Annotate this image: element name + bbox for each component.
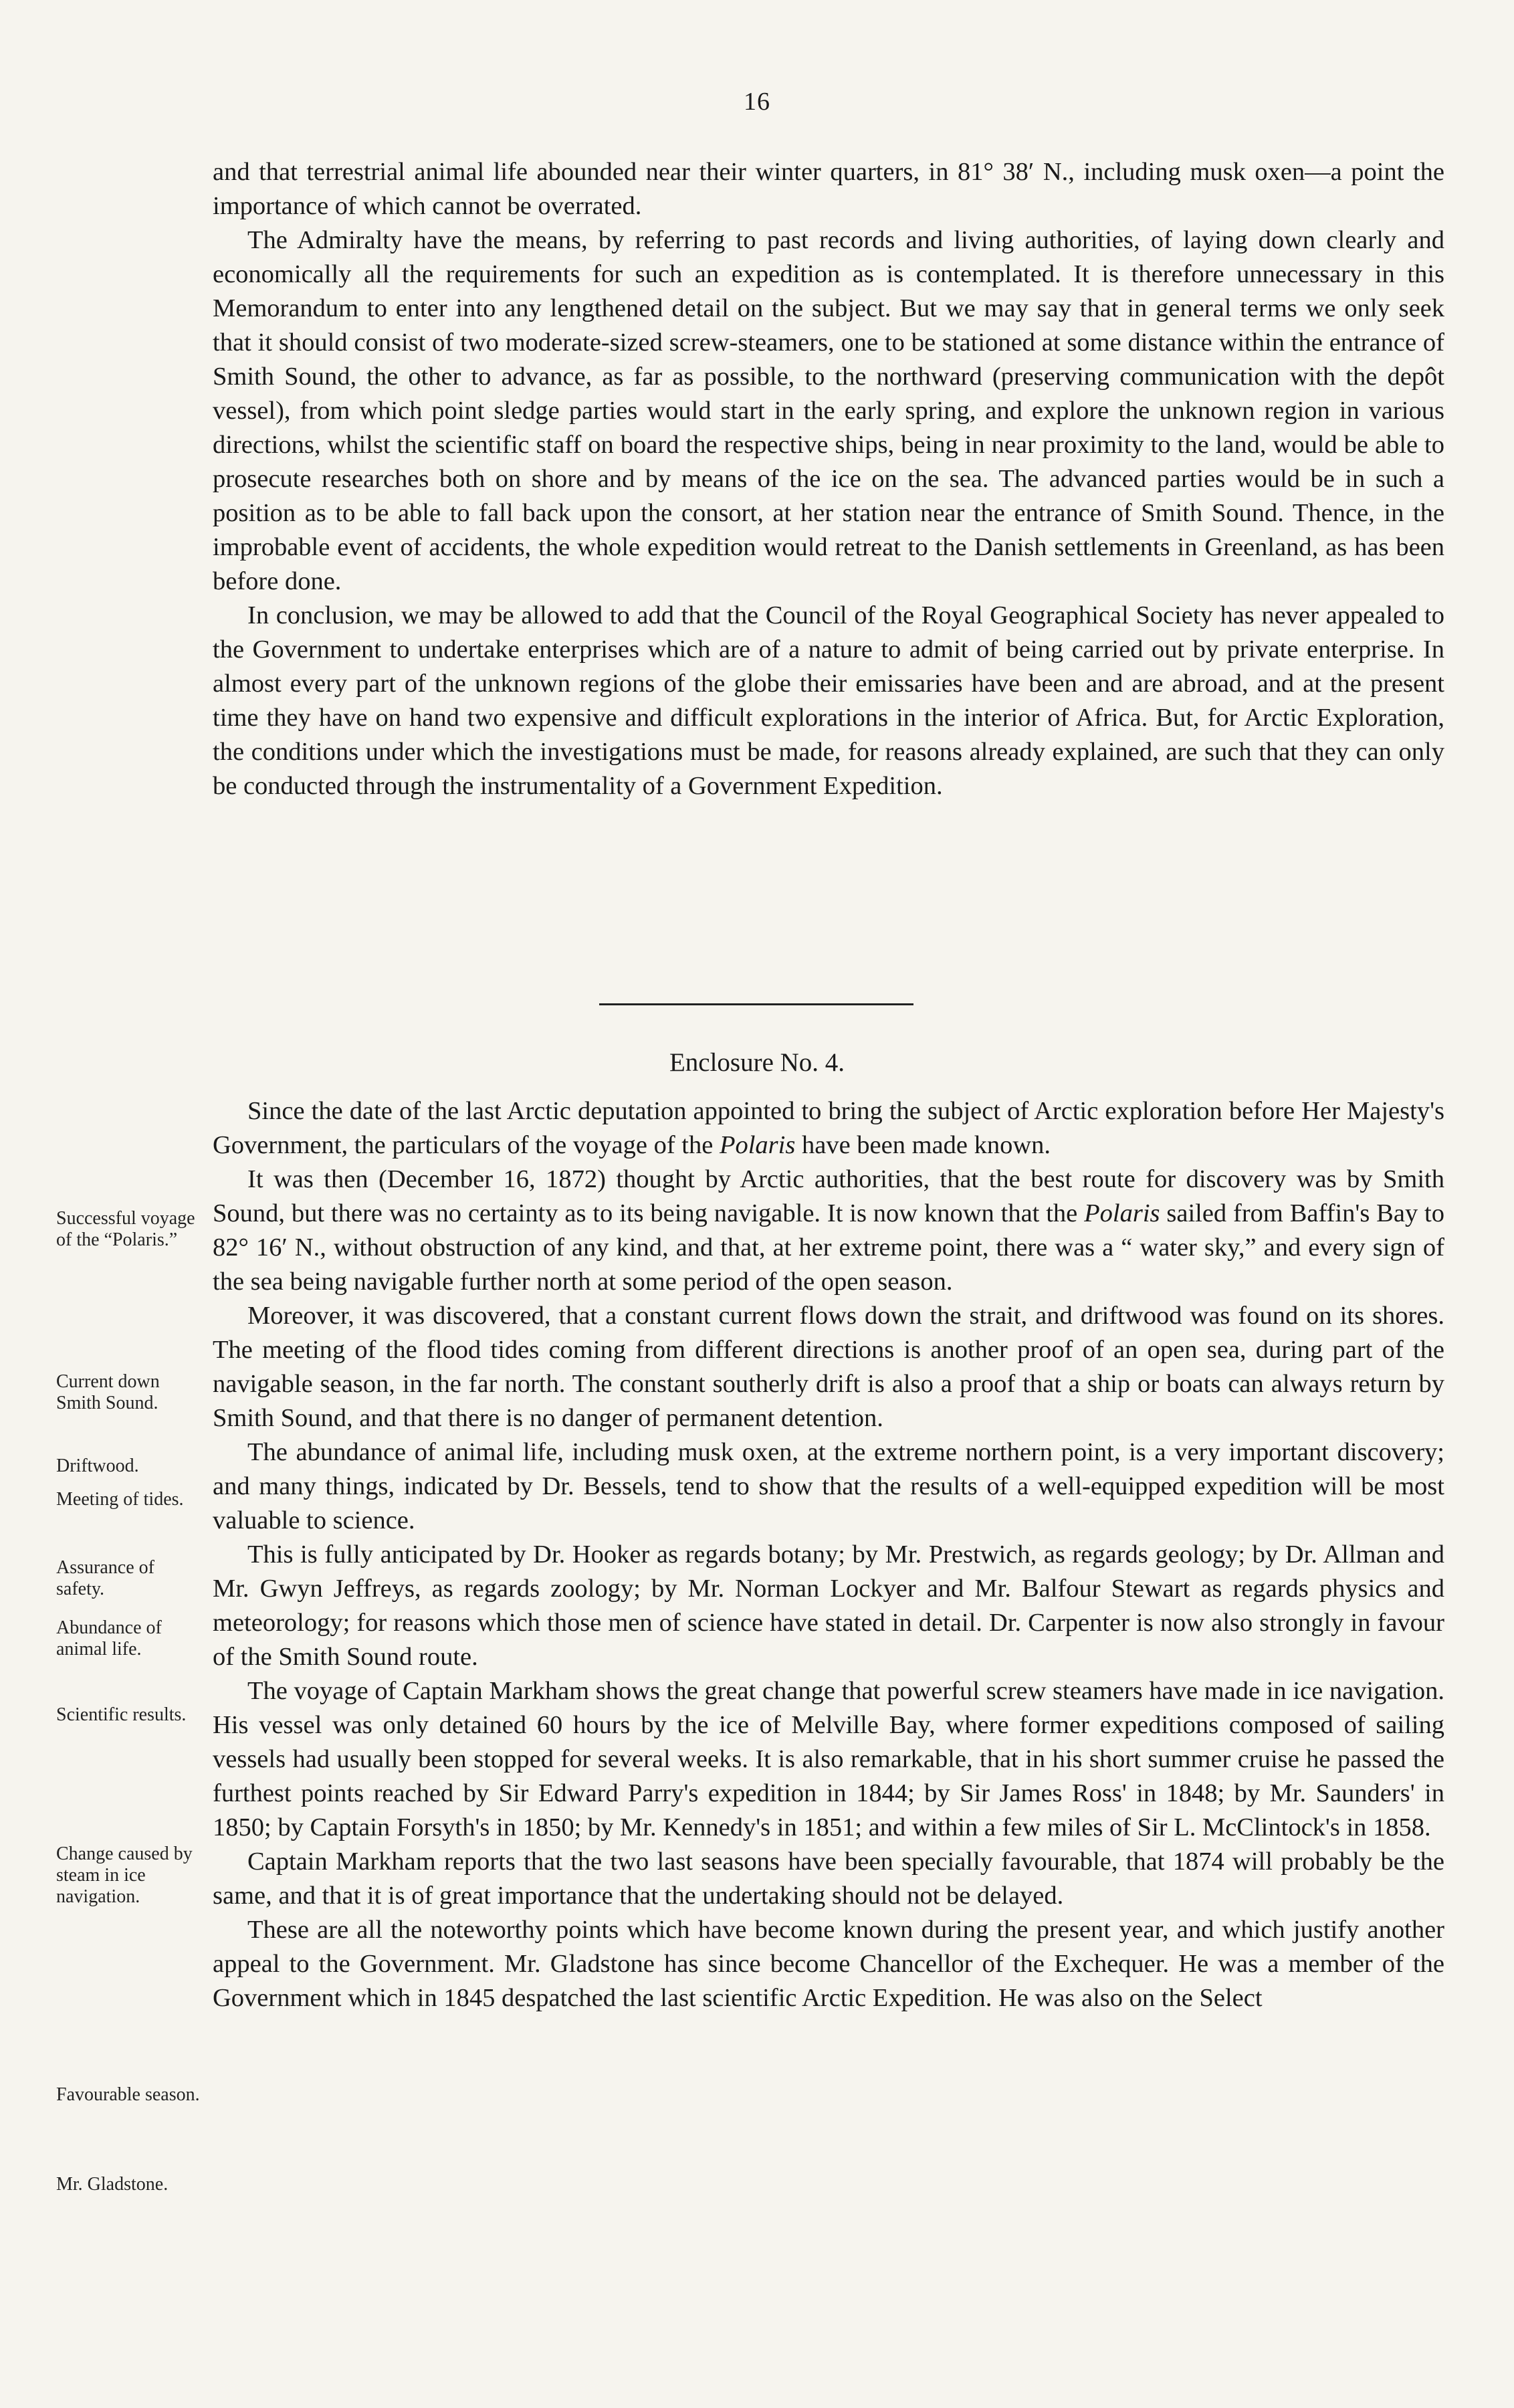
margin-note: Assurance of safety.	[56, 1557, 154, 1599]
paragraph: Moreover, it was discovered, that a constant current flows down the strait, and driftwood was found on its shores. The meeting of the flood tides coming from different directions is another proof of an open sea, during part of the navigable season, in the far north. The constant southerly drift is also a proof that a ship or boats can always return by Smith Sound, and that there is no danger of permanent detention.	[213, 1302, 1444, 1432]
paragraph: and that terrestrial animal life abounded near their winter quarters, in 81° 38′ N., including musk oxen—a point the importance of which cannot be overrated.	[213, 158, 1444, 220]
margin-note: Favourable season.	[56, 2084, 200, 2105]
margin-note: Driftwood.	[56, 1456, 139, 1476]
paragraph: This is fully anticipated by Dr. Hooker as regards botany; by Mr. Prestwich, as regards geology; by Dr. Allman and Mr. Gwyn Jeffreys, as regards zoology; by Mr. Norman Lockyer and Mr. Balfour Stewart as regards physics and meteorology; for reasons which those men of science have stated in detail. Dr. Carpenter is now also strongly in favour of the Smith Sound route.	[213, 1540, 1444, 1671]
enclosure-heading: Enclosure No. 4.	[669, 1048, 845, 1077]
paragraph: In conclusion, we may be allowed to add that the Council of the Royal Geographical Society has never appealed to the Government to undertake enterprises which are of a nature to admit of being carried out by private enterprise. In almost every part of the unknown regions of the globe their emissaries have been and are abroad, and at the present time they have on hand two expensive and difficult explorations in the interior of Africa. But, for Arctic Exploration, the conditions under which the investigations must be made, for reasons already explained, are such that they can only be conducted through the instrumentality of a Government Expedition.	[213, 601, 1444, 800]
margin-note: Current down Smith Sound.	[56, 1371, 160, 1413]
paragraph: Captain Markham reports that the two last seasons have been specially favourable, that 1874 will probably be the same, and that it is of great importance that the undertaking should not be delayed.	[213, 1847, 1444, 1910]
paragraph: Since the date of the last Arctic deputation appointed to bring the subject of Arctic exploration before Her Majesty's Government, the particulars of the voyage of the Polaris have been made known.	[213, 1097, 1444, 1159]
ship-name: Polaris	[1084, 1199, 1160, 1227]
paragraph: It was then (December 16, 1872) thought by Arctic authorities, that the best route for discovery was by Smith Sound, but there was no certainty as to its being navigable. It is now known that the Polaris sailed from Baffin's Bay to 82° 16′ N., without obstruction of any kind, and that, at her extreme point, there was a “ water sky,” and every sign of the sea being navigable further north at some period of the open season.	[213, 1165, 1444, 1296]
margin-note: Mr. Gladstone.	[56, 2174, 169, 2195]
paragraph: The abundance of animal life, including musk oxen, at the extreme northern point, is a very important discovery; and many things, indicated by Dr. Bessels, tend to show that the results of a well-equipped expedition will be most valuable to science.	[213, 1438, 1444, 1534]
margin-note: Scientific results.	[56, 1704, 187, 1725]
paragraph: The voyage of Captain Markham shows the great change that powerful screw steamers have made in ice navigation. His vessel was only detained 60 hours by the ice of Melville Bay, where former expeditions composed of sailing vessels had usually been stopped for several weeks. It is also remarkable, that in his short summer cruise he passed the furthest points reached by Sir Edward Parry's expedition in 1844; by Sir James Ross' in 1848; by Mr. Saunders' in 1850; by Captain Forsyth's in 1850; by Mr. Kennedy's in 1851; and within a few miles of Sir L. McClintock's in 1858.	[213, 1677, 1444, 1841]
memorandum-text	[213, 155, 1444, 803]
ship-name: Polaris	[719, 1131, 796, 1159]
enclosure-text	[213, 1094, 1444, 2015]
margin-note: Meeting of tides.	[56, 1489, 184, 1510]
page-number: 16	[744, 88, 770, 116]
paragraph: These are all the noteworthy points which have become known during the present year, and which justify another appeal to the Government. Mr. Gladstone has since become Chancellor of the Exchequer. He was a member of the Government which in 1845 despatched the last scientific Arctic Expedition. He was also on the Select	[213, 1916, 1444, 2012]
margin-note: Change caused by steam in ice navigation.	[56, 1843, 193, 1907]
margin-note: Abundance of animal life.	[56, 1617, 162, 1660]
section-divider	[599, 1003, 913, 1005]
margin-note: Successful voyage of the “Polaris.”	[56, 1208, 195, 1250]
paragraph: The Admiralty have the means, by referring to past records and living authorities, of laying down clearly and economically all the requirements for such an expedition as is contemplated. It is therefore unnecessary in this Memorandum to enter into any lengthened detail on the subject. But we may say that in general terms we only seek that it should consist of two moderate-sized screw-steamers, one to be stationed at some distance within the entrance of Smith Sound, the other to advance, as far as possible, to the northward (preserving communication with the depôt vessel), from which point sledge parties would start in the early spring, and explore the unknown region in various directions, whilst the scientific staff on board the respective ships, being in near proximity to the land, would be able to prosecute researches both on shore and by means of the ice on the sea. The advanced parties would be in such a position as to be able to fall back upon the consort, at her station near the entrance of Smith Sound. Thence, in the improbable event of accidents, the whole expedition would retreat to the Danish settlements in Greenland, as has been before done.	[213, 226, 1444, 595]
